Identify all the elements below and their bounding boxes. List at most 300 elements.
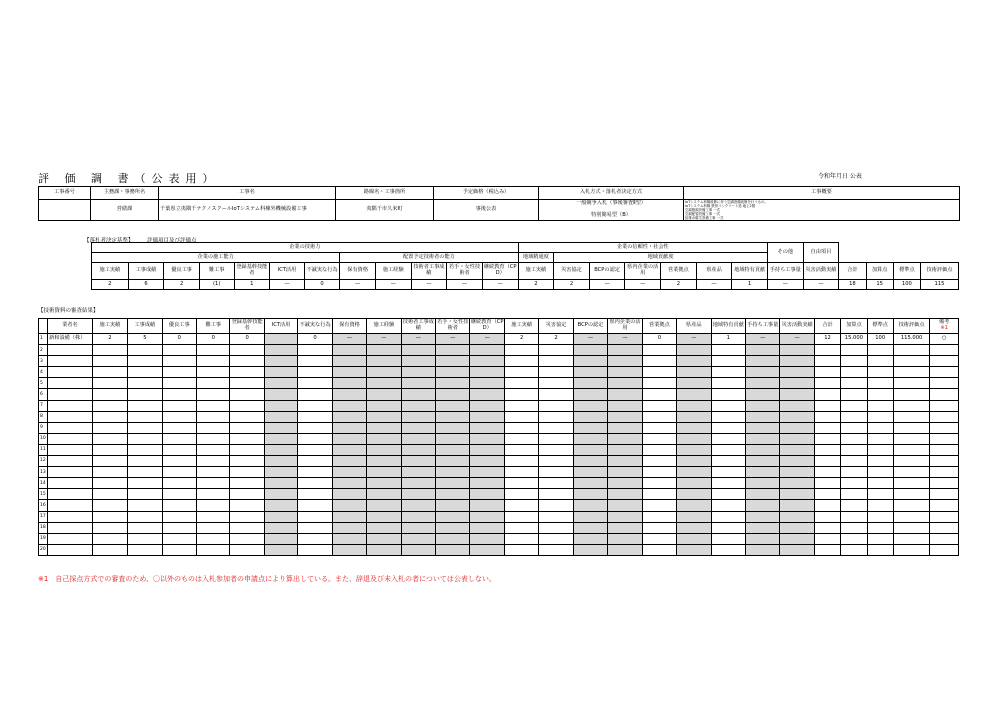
score-cell	[436, 378, 470, 389]
free-header: 自由項目	[803, 243, 839, 263]
criteria-section-label-2: 評価項目及び評価点	[147, 238, 197, 244]
score-cell	[642, 411, 676, 422]
score-cell	[642, 356, 676, 367]
score-cell	[677, 500, 711, 511]
criteria-value: 6	[128, 280, 164, 290]
score-cell	[367, 467, 401, 478]
total-cell: 115.000	[893, 334, 929, 345]
work-number	[39, 200, 91, 221]
col-header: 難工事	[197, 319, 230, 334]
score-cell	[470, 456, 504, 467]
score-cell	[677, 522, 711, 533]
remark-cell	[930, 433, 959, 444]
total-cell	[814, 522, 840, 533]
score-cell	[642, 378, 676, 389]
score-cell	[436, 367, 470, 378]
score-cell: 0	[162, 334, 196, 345]
score-cell	[264, 533, 297, 544]
score-cell	[367, 444, 401, 455]
remark-cell	[930, 356, 959, 367]
score-cell	[367, 511, 401, 522]
page-title: 評 価 調 書（公表用）	[38, 172, 220, 185]
results-table	[38, 318, 959, 556]
project-info-table	[38, 186, 960, 221]
score-cell	[504, 411, 538, 422]
score-cell	[711, 378, 745, 389]
remarks-header	[930, 319, 959, 334]
total-cell	[814, 456, 840, 467]
table-row	[39, 400, 959, 411]
score-cell	[745, 433, 779, 444]
score-cell	[332, 433, 366, 444]
score-cell	[780, 522, 814, 533]
total-cell	[841, 411, 867, 422]
group-social-header: 企業の信頼性・社会性	[518, 243, 767, 253]
score-cell	[332, 378, 366, 389]
total-cell	[893, 522, 929, 533]
total-cell: 15.000	[841, 334, 867, 345]
row-number: 4	[39, 367, 48, 378]
score-cell	[367, 356, 401, 367]
col-header: 施工実績	[92, 263, 129, 280]
criteria-value: 2	[554, 280, 590, 290]
col-header: 登録基幹技能者	[230, 319, 264, 334]
score-cell	[162, 522, 196, 533]
row-number: 12	[39, 456, 48, 467]
total-cell	[814, 422, 840, 433]
table-row	[39, 511, 959, 522]
col-header: 施工経験	[367, 319, 401, 334]
score-cell	[436, 444, 470, 455]
score-cell	[332, 400, 366, 411]
score-cell	[401, 478, 435, 489]
score-cell	[608, 467, 642, 478]
score-cell	[128, 422, 162, 433]
total-cell	[814, 544, 840, 555]
score-cell	[92, 544, 127, 555]
score-cell	[162, 345, 196, 356]
score-cell	[780, 356, 814, 367]
score-cell	[367, 389, 401, 400]
score-cell	[539, 422, 573, 433]
col-header: 優良工事	[162, 319, 196, 334]
score-cell	[162, 367, 196, 378]
score-cell	[298, 511, 332, 522]
score-cell	[332, 467, 366, 478]
criteria-value: 0	[304, 280, 340, 290]
score-cell	[504, 467, 538, 478]
score-cell	[162, 400, 196, 411]
col-header: 地域特有貢献	[711, 319, 745, 334]
score-cell	[128, 511, 162, 522]
score-cell	[264, 478, 297, 489]
info-label: 工事番号	[39, 187, 91, 200]
score-cell	[264, 456, 297, 467]
bidder-name	[48, 467, 93, 478]
score-cell	[92, 367, 127, 378]
criteria-value: —	[696, 280, 732, 290]
score-cell: —	[332, 334, 366, 345]
criteria-value: 1	[234, 280, 270, 290]
total-cell	[841, 522, 867, 533]
score-cell	[608, 411, 642, 422]
total-cell	[893, 356, 929, 367]
score-cell	[230, 489, 264, 500]
score-cell	[608, 533, 642, 544]
score-cell	[128, 467, 162, 478]
score-cell	[162, 433, 196, 444]
total-cell	[841, 511, 867, 522]
score-cell	[677, 389, 711, 400]
score-cell	[539, 411, 573, 422]
remark-cell	[930, 456, 959, 467]
score-cell	[504, 444, 538, 455]
score-cell	[92, 500, 127, 511]
score-cell	[298, 411, 332, 422]
score-cell	[92, 467, 127, 478]
score-cell	[162, 422, 196, 433]
score-cell	[470, 433, 504, 444]
info-label: 路線名・工事箇所	[336, 187, 434, 200]
bidder-name	[48, 456, 93, 467]
score-cell	[92, 400, 127, 411]
score-cell	[92, 489, 127, 500]
score-cell	[197, 533, 230, 544]
score-cell	[539, 444, 573, 455]
score-cell	[608, 367, 642, 378]
score-cell	[608, 378, 642, 389]
score-cell	[197, 433, 230, 444]
score-cell	[745, 489, 779, 500]
sub-contribution-header: 地域貢献度	[554, 253, 768, 263]
score-cell	[128, 411, 162, 422]
col-header: 災害協定	[539, 319, 573, 334]
score-cell: —	[780, 334, 814, 345]
score-cell	[162, 478, 196, 489]
score-cell	[642, 533, 676, 544]
score-cell	[401, 444, 435, 455]
score-cell	[162, 533, 196, 544]
row-number: 18	[39, 522, 48, 533]
score-cell	[197, 456, 230, 467]
score-cell	[745, 378, 779, 389]
col-header: 手持ち工事量	[768, 263, 804, 280]
score-cell	[128, 389, 162, 400]
total-cell	[841, 367, 867, 378]
score-cell	[298, 467, 332, 478]
total-cell	[893, 422, 929, 433]
total-cell	[893, 456, 929, 467]
bidder-name	[48, 489, 93, 500]
score-cell	[197, 411, 230, 422]
score-cell	[436, 456, 470, 467]
total-cell	[867, 389, 893, 400]
score-cell	[401, 500, 435, 511]
score-cell	[470, 422, 504, 433]
score-cell	[504, 433, 538, 444]
score-cell	[436, 522, 470, 533]
score-cell	[197, 367, 230, 378]
col-header: 地域特有貢献	[732, 263, 768, 280]
score-cell	[745, 345, 779, 356]
table-row	[39, 444, 959, 455]
total-cell	[814, 478, 840, 489]
sub-construction-header: 企業の施工能力	[92, 253, 340, 263]
score-cell	[642, 422, 676, 433]
score-cell	[642, 489, 676, 500]
col-header: 技術者工事成績	[411, 263, 447, 280]
row-number: 17	[39, 511, 48, 522]
score-cell	[745, 422, 779, 433]
col-header: 標準点	[893, 263, 920, 280]
score-cell	[504, 533, 538, 544]
total-cell	[841, 422, 867, 433]
score-cell	[264, 544, 297, 555]
score-cell	[298, 400, 332, 411]
total-cell	[893, 433, 929, 444]
criteria-value: 2	[92, 280, 129, 290]
bidder-name	[48, 522, 93, 533]
score-cell	[539, 433, 573, 444]
col-header: 若手・女性技術者	[436, 319, 470, 334]
score-cell	[608, 433, 642, 444]
criteria-value: —	[411, 280, 447, 290]
total-cell	[814, 356, 840, 367]
score-cell	[539, 489, 573, 500]
work-name: 千葉県立夷隅千テクノスクールIoTシステム科棟外機械設備工事	[159, 200, 336, 221]
total-cell	[867, 533, 893, 544]
score-cell	[711, 433, 745, 444]
total-cell	[867, 522, 893, 533]
score-cell	[264, 500, 297, 511]
score-cell	[608, 456, 642, 467]
score-cell	[470, 378, 504, 389]
col-header: 不誠実な行為	[298, 319, 332, 334]
score-cell	[367, 544, 401, 555]
score-cell	[539, 522, 573, 533]
score-cell	[677, 422, 711, 433]
total-cell	[841, 533, 867, 544]
remark-cell	[930, 367, 959, 378]
score-cell	[539, 356, 573, 367]
score-cell	[298, 544, 332, 555]
score-cell	[230, 356, 264, 367]
score-cell	[608, 400, 642, 411]
criteria-value: —	[447, 280, 483, 290]
score-cell	[197, 467, 230, 478]
score-cell	[162, 356, 196, 367]
score-cell	[264, 356, 297, 367]
score-cell	[711, 500, 745, 511]
score-cell	[230, 533, 264, 544]
score-cell	[230, 422, 264, 433]
table-row	[39, 478, 959, 489]
col-header: 技術者工事成績	[401, 319, 435, 334]
summary-line: IoTシステム科棟改修に伴う空調設備改修を行うもの。	[685, 200, 768, 204]
total-cell	[893, 444, 929, 455]
score-cell	[780, 456, 814, 467]
total-cell	[893, 389, 929, 400]
total-cell	[893, 345, 929, 356]
total-cell	[893, 478, 929, 489]
score-cell	[197, 378, 230, 389]
col-header: 不誠実な行為	[304, 263, 340, 280]
score-cell	[298, 533, 332, 544]
score-cell	[677, 467, 711, 478]
score-cell	[298, 378, 332, 389]
score-cell	[504, 356, 538, 367]
score-cell	[504, 422, 538, 433]
score-cell	[711, 444, 745, 455]
table-row	[39, 544, 959, 555]
table-row	[39, 422, 959, 433]
summary-line: 空調熱源設備工事 一式	[685, 208, 720, 213]
col-header: 加算点	[866, 263, 893, 280]
score-cell	[711, 456, 745, 467]
bidder-name	[48, 511, 93, 522]
row-no-header	[39, 319, 48, 334]
score-cell	[677, 356, 711, 367]
score-cell	[197, 489, 230, 500]
bidder-name	[48, 378, 93, 389]
score-cell	[332, 356, 366, 367]
col-header: 合計	[814, 319, 840, 334]
score-cell	[436, 356, 470, 367]
score-cell	[162, 500, 196, 511]
score-cell	[367, 411, 401, 422]
score-cell	[230, 500, 264, 511]
score-cell	[677, 433, 711, 444]
sub-region-header: 地域精通度	[518, 253, 554, 263]
score-cell	[677, 511, 711, 522]
score-cell	[504, 478, 538, 489]
score-cell	[573, 422, 607, 433]
score-cell	[197, 422, 230, 433]
score-cell	[780, 367, 814, 378]
total-cell: 12	[814, 334, 840, 345]
score-cell: —	[367, 334, 401, 345]
score-cell	[436, 389, 470, 400]
bidder-name: 新和設備（株）	[48, 334, 93, 345]
score-cell	[367, 478, 401, 489]
col-header: 災害協定	[554, 263, 590, 280]
score-cell	[573, 511, 607, 522]
remarks-label: 備考	[938, 319, 950, 326]
total-cell	[893, 500, 929, 511]
bidder-name	[48, 500, 93, 511]
score-cell: 2	[92, 334, 127, 345]
score-cell: 2	[539, 334, 573, 345]
score-cell	[470, 444, 504, 455]
remark-cell	[930, 389, 959, 400]
score-cell	[608, 522, 642, 533]
score-cell	[92, 522, 127, 533]
score-cell	[642, 400, 676, 411]
col-header: 営業拠点	[661, 263, 697, 280]
total-cell	[841, 356, 867, 367]
score-cell	[264, 334, 297, 345]
work-location: 夷隅千市久米町	[336, 200, 434, 221]
table-row	[39, 533, 959, 544]
criteria-value: (1)	[199, 280, 234, 290]
score-cell: —	[573, 334, 607, 345]
score-cell	[573, 478, 607, 489]
score-cell	[197, 522, 230, 533]
score-cell	[401, 389, 435, 400]
score-cell	[470, 467, 504, 478]
score-cell	[332, 411, 366, 422]
sub-engineer-header: 配置予定技術者の能力	[340, 253, 518, 263]
score-cell	[367, 456, 401, 467]
bidder-name	[48, 478, 93, 489]
bidder-name	[48, 400, 93, 411]
score-cell	[401, 522, 435, 533]
score-cell: 1	[711, 334, 745, 345]
score-cell	[436, 433, 470, 444]
row-number: 19	[39, 533, 48, 544]
score-cell	[128, 444, 162, 455]
score-cell	[642, 456, 676, 467]
total-cell	[867, 478, 893, 489]
score-cell	[745, 356, 779, 367]
bidder-name	[48, 411, 93, 422]
score-cell	[367, 533, 401, 544]
total-cell	[867, 345, 893, 356]
score-cell	[92, 533, 127, 544]
score-cell	[470, 356, 504, 367]
score-cell	[539, 400, 573, 411]
criteria-total: 100	[893, 280, 920, 290]
score-cell	[608, 444, 642, 455]
row-number: 9	[39, 422, 48, 433]
score-cell	[264, 389, 297, 400]
score-cell	[608, 356, 642, 367]
score-cell	[539, 367, 573, 378]
score-cell	[470, 345, 504, 356]
score-cell	[401, 489, 435, 500]
score-cell	[745, 511, 779, 522]
total-cell	[867, 356, 893, 367]
col-header: 災害活動実績	[803, 263, 839, 280]
score-cell	[332, 345, 366, 356]
score-cell	[264, 367, 297, 378]
score-cell	[780, 345, 814, 356]
criteria-total: 18	[839, 280, 866, 290]
total-cell	[814, 433, 840, 444]
score-cell	[677, 478, 711, 489]
score-cell	[230, 444, 264, 455]
total-cell	[841, 444, 867, 455]
score-cell	[711, 533, 745, 544]
score-cell	[298, 345, 332, 356]
total-cell	[841, 478, 867, 489]
score-cell	[642, 433, 676, 444]
remark-cell	[930, 411, 959, 422]
total-cell	[814, 467, 840, 478]
table-row	[39, 522, 959, 533]
score-cell	[711, 367, 745, 378]
total-cell	[867, 411, 893, 422]
score-cell	[642, 367, 676, 378]
score-cell	[230, 544, 264, 555]
score-cell	[367, 522, 401, 533]
criteria-value: —	[589, 280, 625, 290]
score-cell	[162, 378, 196, 389]
score-cell	[745, 444, 779, 455]
score-cell	[780, 467, 814, 478]
col-header: 保有資格	[340, 263, 376, 280]
col-header: 施工実績	[518, 263, 554, 280]
